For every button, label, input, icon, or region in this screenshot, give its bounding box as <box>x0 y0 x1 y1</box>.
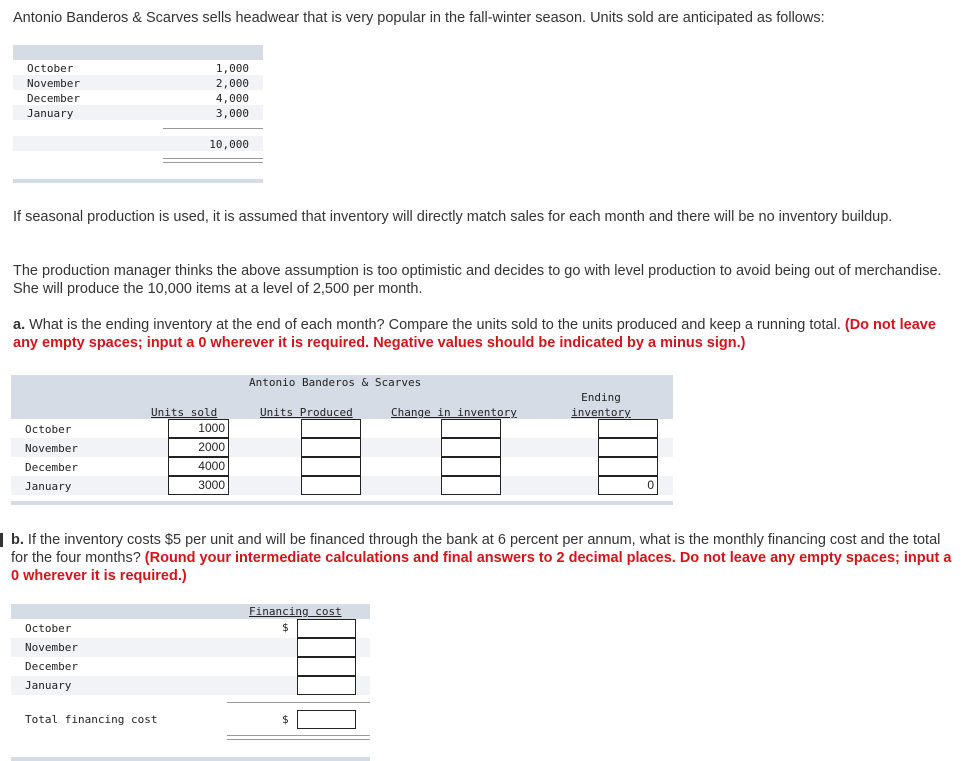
financing-double-rule-bottom <box>227 739 370 740</box>
col-ending-inventory-line2: inventory <box>571 406 631 419</box>
question-b-text: If the inventory costs $5 per unit and will be financed through the bank at 6 percent per annum, what is the monthly financing cost and the total for the four months? <box>11 532 941 566</box>
sales-month-december: December <box>27 92 80 105</box>
change-in-inventory-december-input[interactable] <box>441 457 501 476</box>
question-a <box>13 316 958 352</box>
change-in-inventory-november-input[interactable] <box>441 438 501 457</box>
financing-sum-rule <box>227 702 370 703</box>
financing-double-rule-top <box>227 735 370 736</box>
financing-cost-october-input[interactable] <box>297 619 356 638</box>
units-sold-october-input[interactable]: 1000 <box>168 419 229 438</box>
financing-table-footer-bar <box>11 757 370 761</box>
units-sold-january-input[interactable]: 3000 <box>168 476 229 495</box>
question-b-marker <box>0 533 3 547</box>
financing-cost-december-input[interactable] <box>297 657 356 676</box>
inventory-month-october: October <box>25 423 72 436</box>
question-a-label: a. <box>13 317 26 333</box>
question-b <box>11 531 956 585</box>
question-a-text: What is the ending inventory at the end of each month? Compare the units sold to the units produced and keep a running total. <box>25 317 845 333</box>
units-sold-november-input[interactable]: 2000 <box>168 438 229 457</box>
sales-total: 10,000 <box>209 138 249 151</box>
inventory-month-november: November <box>25 442 78 455</box>
sales-table-footer-bar <box>13 179 263 183</box>
sales-double-rule-top <box>163 158 263 159</box>
financing-cost-january-input[interactable] <box>297 676 356 695</box>
inventory-month-december: December <box>25 461 78 474</box>
intro-text: Antonio Banderos & Scarves sells headwear that is very popular in the fall-winter season. Units sold are anticipated as follows: <box>13 10 825 26</box>
question-b-label: b. <box>11 532 24 548</box>
question-a-instruction: (Do not leave any empty spaces; input a 0 wherever it is required. Negative values should be indicated by a minus sign.) <box>13 317 936 351</box>
inventory-month-january: January <box>25 480 72 493</box>
col-financing-cost: Financing cost <box>249 605 342 618</box>
units-produced-november-input[interactable] <box>301 438 361 457</box>
units-produced-december-input[interactable] <box>301 457 361 476</box>
seasonal-paragraph: If seasonal production is used, it is assumed that inventory will directly match sales for each month and there will be no inventory buildup. <box>13 209 893 225</box>
units-produced-january-input[interactable] <box>301 476 361 495</box>
col-change-in-inventory: Change in inventory <box>391 406 517 419</box>
ending-inventory-january-input[interactable]: 0 <box>598 476 658 495</box>
level-production-paragraph: The production manager thinks the above assumption is too optimistic and decides to go with level production to avoid being out of merchandise. She will produce the 10,000 items at a level of 2,500 per month. <box>13 263 942 297</box>
inventory-table-company: Antonio Banderos & Scarves <box>249 376 422 389</box>
sales-units-november: 2,000 <box>215 77 249 90</box>
sales-double-rule-bottom <box>163 162 263 163</box>
ending-inventory-october-input[interactable] <box>598 419 658 438</box>
sales-sum-rule <box>163 128 263 129</box>
col-ending-inventory-line1: Ending <box>581 391 621 404</box>
sales-month-january: January <box>27 107 74 120</box>
ending-inventory-december-input[interactable] <box>598 457 658 476</box>
financing-currency-symbol: $ <box>282 621 289 634</box>
financing-month-january: January <box>25 679 72 692</box>
sales-units-january: 3,000 <box>215 107 249 120</box>
financing-month-november: November <box>25 641 78 654</box>
total-currency-symbol: $ <box>282 713 289 726</box>
sales-units-october: 1,000 <box>215 62 249 75</box>
units-produced-october-input[interactable] <box>301 419 361 438</box>
sales-month-october: October <box>27 62 74 75</box>
question-b-instruction: (Round your intermediate calculations and final answers to 2 decimal places. Do not leave any empty spaces; input a 0 wherever it is required.) <box>11 550 952 584</box>
col-units-produced: Units Produced <box>260 406 353 419</box>
units-sold-december-input[interactable]: 4000 <box>168 457 229 476</box>
sales-table-header-bar <box>13 45 263 60</box>
inventory-table-footer-bar <box>11 501 673 505</box>
sales-units-december: 4,000 <box>215 92 249 105</box>
financing-cost-november-input[interactable] <box>297 638 356 657</box>
col-units-sold: Units sold <box>151 406 218 419</box>
change-in-inventory-january-input[interactable] <box>441 476 501 495</box>
ending-inventory-november-input[interactable] <box>598 438 658 457</box>
financing-month-october: October <box>25 622 72 635</box>
total-financing-cost-label: Total financing cost <box>25 713 158 726</box>
financing-month-december: December <box>25 660 78 673</box>
total-financing-cost-input[interactable] <box>297 710 356 729</box>
change-in-inventory-october-input[interactable] <box>441 419 501 438</box>
sales-month-november: November <box>27 77 80 90</box>
